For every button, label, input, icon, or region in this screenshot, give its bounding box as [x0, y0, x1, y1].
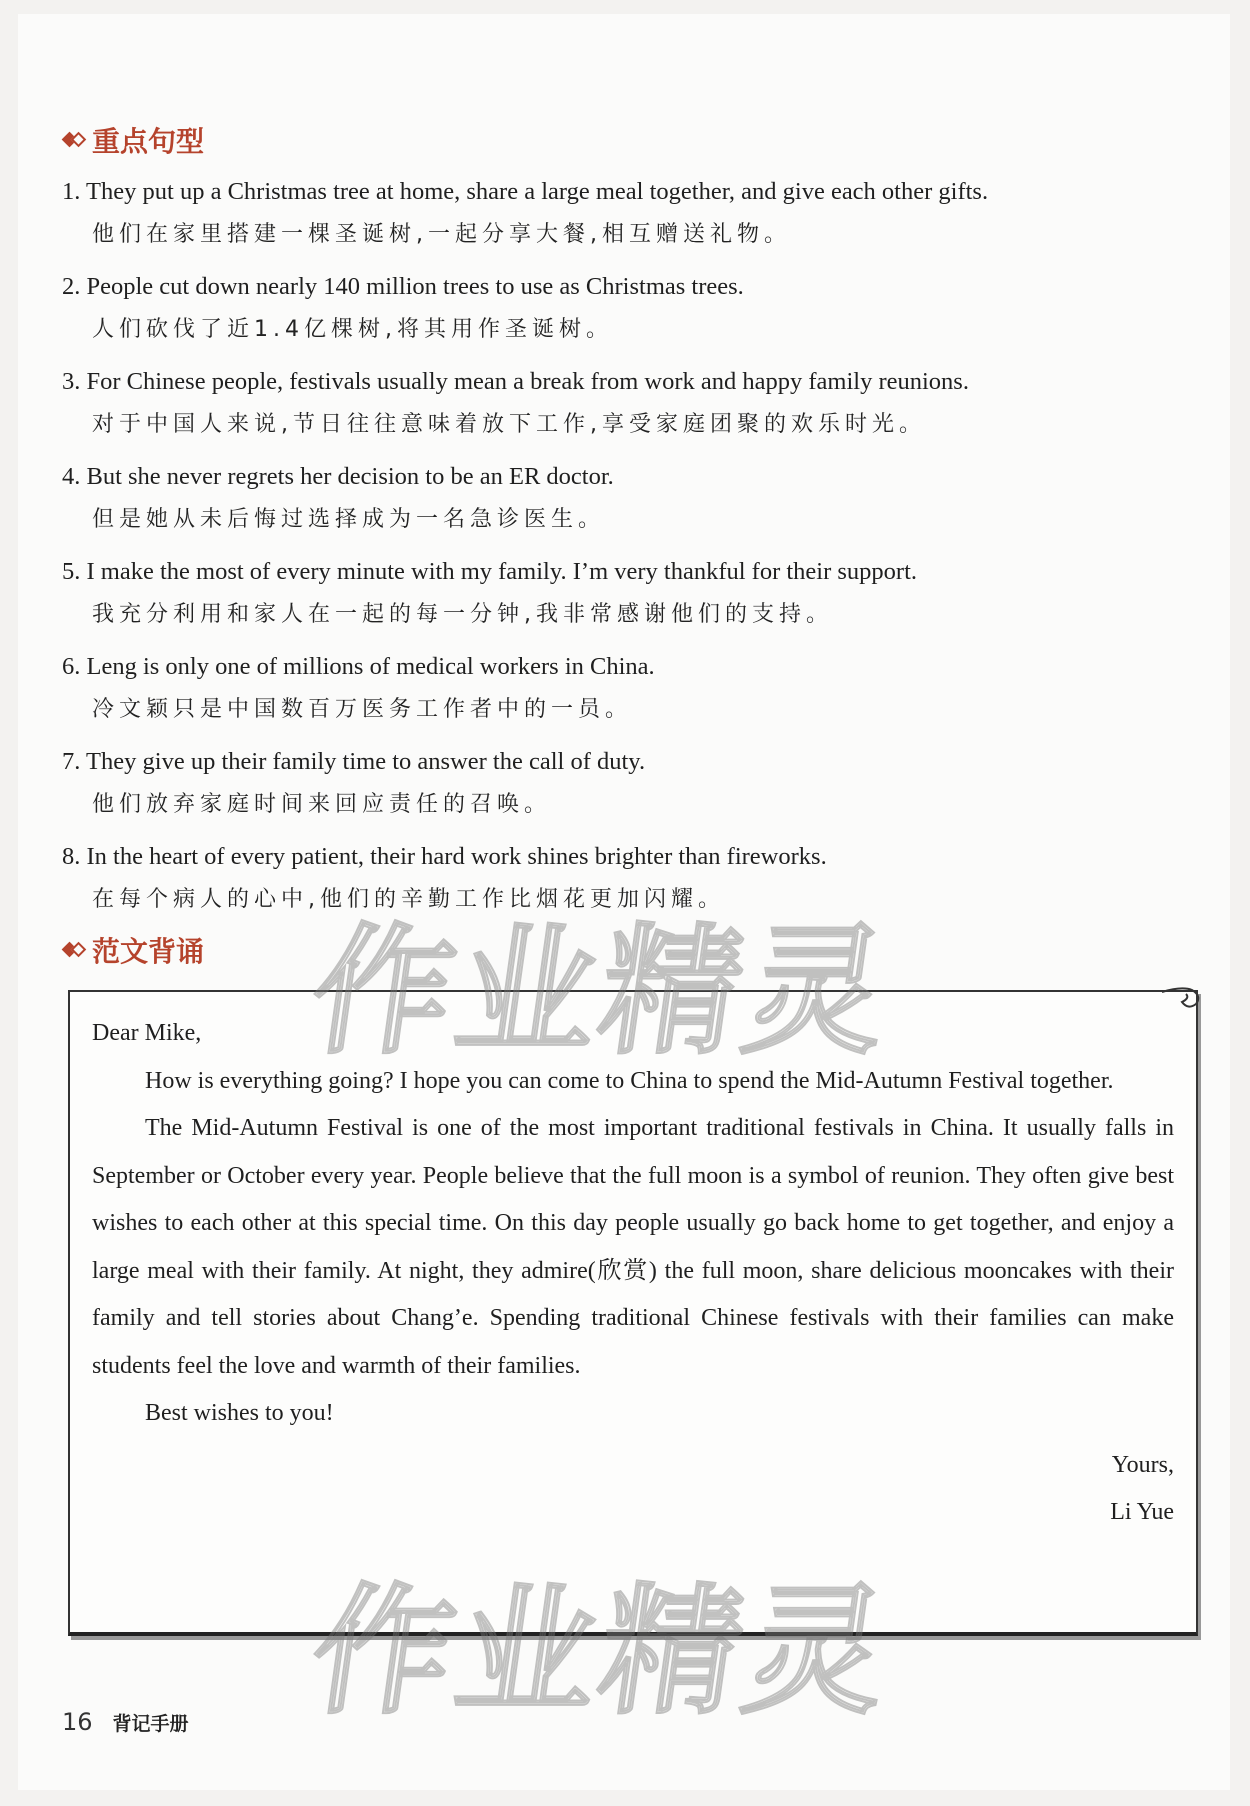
- page-number: 16: [62, 1708, 93, 1736]
- letter-signature: Li Yue: [1110, 1498, 1174, 1525]
- sentence-item: [62, 168, 1182, 263]
- sentence-item: [62, 263, 1182, 358]
- sentence-item: [62, 453, 1182, 548]
- letter-closing: Yours,: [1111, 1451, 1174, 1478]
- sentence-en: 6. Leng is only one of millions of medical workers in China.: [62, 653, 655, 680]
- sentence-zh: 对于中国人来说,节日往往意味着放下工作,享受家庭团聚的欢乐时光。: [92, 412, 926, 437]
- watermark: 作业精灵: [301, 911, 901, 1074]
- sentence-zh: 我充分利用和家人在一起的每一分钟,我非常感谢他们的支持。: [92, 602, 833, 627]
- sentence-en: 4. But she never regrets her decision to be an ER doctor.: [62, 463, 614, 490]
- footer: [62, 1708, 189, 1736]
- sentence-item: [62, 738, 1182, 833]
- sentence-zh: 他们放弃家庭时间来回应责任的召唤。: [92, 792, 552, 817]
- diamond-bullet-icon: [64, 939, 86, 961]
- sentence-en: 7. They give up their family time to answer the call of duty.: [62, 748, 646, 775]
- key-sentences-heading: [64, 120, 204, 160]
- diamond-bullet-icon: [64, 129, 86, 151]
- sentence-en: 3. For Chinese people, festivals usually mean a break from work and happy family reunions.: [62, 368, 969, 395]
- book-name: 背记手册: [112, 1713, 189, 1735]
- sentence-en: 5. I make the most of every minute with my family. I’m very thankful for their support.: [62, 558, 918, 585]
- model-essay-heading: [64, 930, 204, 970]
- letter-paragraph: How is everything going? I hope you can come to China to spend the Mid-Autumn Festival together.: [145, 1067, 1114, 1094]
- letter-text: [92, 1010, 1174, 1536]
- model-essay-title: 范文背诵: [92, 935, 205, 968]
- sentence-en: 1. They put up a Christmas tree at home, share a large meal together, and give each other gifts.: [62, 178, 989, 205]
- sentence-item: [62, 643, 1182, 738]
- letter-paragraph: Best wishes to you!: [145, 1400, 334, 1426]
- sentence-zh: 冷文颖只是中国数百万医务工作者中的一员。: [92, 697, 633, 722]
- sentence-en: 2. People cut down nearly 140 million trees to use as Christmas trees.: [62, 273, 744, 300]
- sentence-item: [62, 358, 1182, 453]
- key-sentences-title: 重点句型: [92, 125, 205, 158]
- key-sentences-list: [62, 168, 1182, 928]
- letter-paragraph: The Mid-Autumn Festival is one of the most important traditional festivals in China. It usually falls in September or October every year. People believe that the full moon is a symbol of reunion. They often give best wishes to each other at this special time. On this day people usually go back home to get together, and enjoy a large meal with their family. At night, they admire(欣赏) the full moon, share delicious mooncakes with their family and tell stories about Chang’e. Spending traditional Chinese festivals with their families can make students feel the love and warmth of their families.: [92, 1115, 1174, 1379]
- sentence-en: 8. In the heart of every patient, their hard work shines brighter than fireworks.: [62, 843, 827, 870]
- sentence-zh: 但是她从未后悔过选择成为一名急诊医生。: [92, 507, 606, 532]
- sentence-item: [62, 548, 1182, 643]
- letter-greeting: Dear Mike,: [92, 1020, 202, 1046]
- watermark: 作业精灵: [301, 1571, 901, 1734]
- sentence-zh: 人们砍伐了近1.4亿棵树,将其用作圣诞树。: [92, 317, 613, 342]
- sentence-zh: 他们在家里搭建一棵圣诞树,一起分享大餐,相互赠送礼物。: [92, 222, 791, 247]
- sentence-zh: 在每个病人的心中,他们的辛勤工作比烟花更加闪耀。: [92, 887, 725, 912]
